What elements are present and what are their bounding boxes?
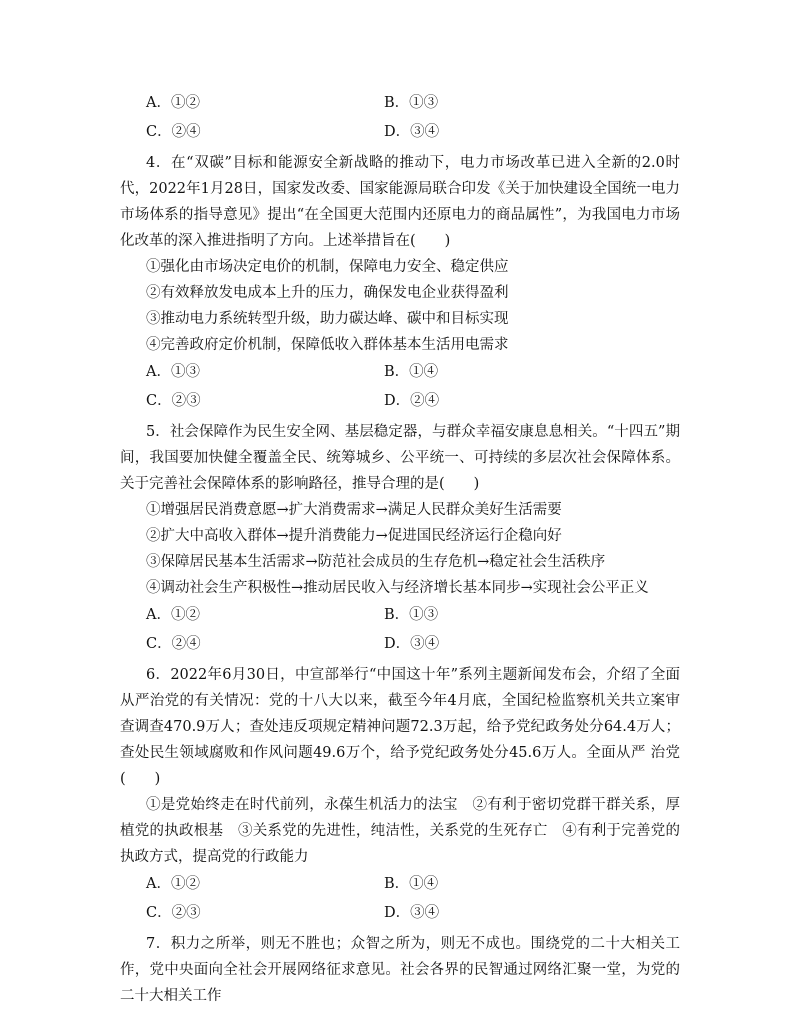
q5-options-row-2 [120,630,680,659]
q4-option-d: D．②④ [384,393,440,409]
q6-statements: ①是党始终走在时代前列，永葆生机活力的法宝 ②有利于密切党群干群关系，厚植党的执政根基 ③关系党的先进性，纯洁性，关系党的生死存亡 ④有利于完善党的执政方式，提高党的行政能力 [120,797,680,865]
q6-stem: 6．2022年6月30日，中宣部举行“中国这十年”系列主题新闻发布会，介绍了全面从严治党的有关情况：党的十八大以来，截至今年4月底，全国纪检监察机关共立案审查调查470.9万人；查处违反项规定精神问题72.3万起，给予党纪政务处分64.4万人；查处民生领域腐败和作风问题49.6万个，给予党纪政务处分45.6万人。全面从严 治党( ) [120,667,680,787]
q6-option-b: B．①④ [384,876,439,892]
q5-option-b: B．①③ [384,607,439,623]
question-6 [120,662,680,928]
q4-statement-3: ③推动电力系统转型升级，助力碳达峰、碳中和目标实现 [146,311,509,327]
q3-option-a: A．①② [146,95,200,111]
q4-statement-2: ②有效释放发电成本上升的压力，确保发电企业获得盈利 [146,285,509,301]
q5-statement-1: ①增强居民消费意愿→扩大消费需求→满足人民群众美好生活需要 [146,502,562,518]
q6-option-a: A．①② [146,876,200,892]
q4-options-row-2 [120,387,680,416]
q5-option-d: D．③④ [384,636,440,652]
q6-option-c: C．②③ [146,905,201,921]
q7-stem: 7．积力之所举，则无不胜也；众智之所为，则无不成也。围绕党的二十大相关工作，党中央面向全社会开展网络征求意见。社会各界的民智通过网络汇聚一堂，为党的二十大相关工作 [120,936,680,1004]
q4-stem: 4．在“双碳”目标和能源安全新战略的推动下，电力市场改革已进入全新的2.0时代，2022年1月28日，国家发改委、国家能源局联合印发《关于加快建设全国统一电力市场体系的指导意见》提出“在全国更大范围内还原电力的商品属性”，为我国电力市场化改革的深入推进指明了方向。上述举措旨在( ) [120,155,680,249]
q5-statement-4: ④调动社会生产积极性→推动居民收入与经济增长基本同步→实现社会公平正义 [146,580,649,596]
q6-options-row-2 [120,899,680,928]
q4-option-a: A．①③ [146,364,200,380]
q5-option-c: C．②④ [146,636,201,652]
q4-options-row-1 [120,358,680,387]
q4-option-b: B．①④ [384,364,439,380]
q6-option-d: D．③④ [384,905,440,921]
q4-statement-4: ④完善政府定价机制，保障低收入群体基本生活用电需求 [146,337,509,353]
question-content [120,89,680,1009]
question-4 [120,150,680,416]
q5-stem: 5．社会保障作为民生安全网、基层稳定器，与群众幸福安康息息相关。“十四五”期间，我国要加快健全覆盖全民、统筹城乡、公平统一、可持续的多层次社会保障体系。关于完善社会保障体系的影响路径，推导合理的是( ) [120,424,680,492]
q3-option-c: C．②④ [146,124,201,140]
q5-statement-3: ③保障居民基本生活需求→防范社会成员的生存危机→稳定社会生活秩序 [146,554,606,570]
q3-options-row-1 [120,89,680,118]
question-7 [120,931,680,1009]
q4-option-c: C．②③ [146,393,201,409]
q4-statement-1: ①强化由市场决定电价的机制，保障电力安全、稳定供应 [146,259,509,275]
q5-option-a: A．①② [146,607,200,623]
q3-option-b: B．①③ [384,95,439,111]
q5-statement-2: ②扩大中高收入群体→提升消费能力→促进国民经济运行企稳向好 [146,528,562,544]
q3-options-row-2 [120,118,680,147]
q6-options-row-1 [120,870,680,899]
question-5 [120,419,680,659]
q5-options-row-1 [120,601,680,630]
q3-option-d: D．③④ [384,124,440,140]
